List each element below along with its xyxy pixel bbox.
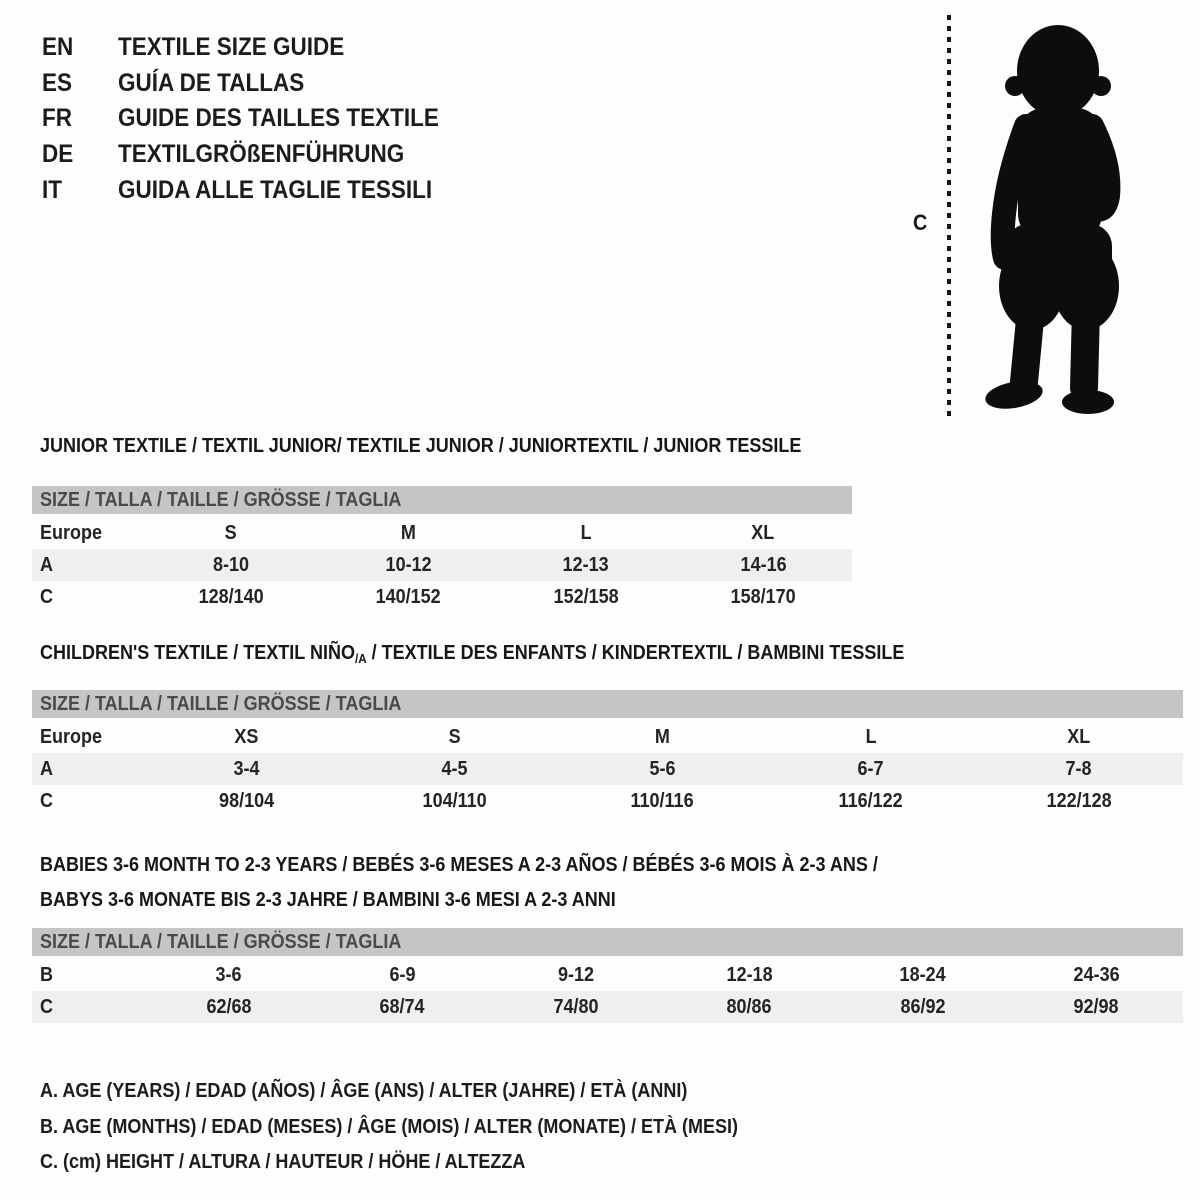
row-label: Europe <box>40 521 103 544</box>
junior-section-title: JUNIOR TEXTILE / TEXTIL JUNIOR/ TEXTILE JUNIOR / JUNIORTEXTIL / JUNIOR TESSILE <box>40 435 802 457</box>
babies-size-table <box>32 928 1183 1023</box>
size-cell: M <box>400 521 416 544</box>
babies-height-row <box>32 991 1183 1023</box>
size-cell: L <box>865 725 877 748</box>
legend-notes <box>40 1074 816 1181</box>
children-age-row <box>32 753 1183 785</box>
height-cell: 110/116 <box>630 789 695 812</box>
language-code: FR <box>42 104 72 133</box>
language-row-en <box>42 30 475 66</box>
size-cell: S <box>448 725 461 748</box>
babies-section-title-line2: BABYS 3-6 MONATE BIS 2-3 JAHRE / BAMBINI 3-6 MESI A 2-3 ANNI <box>40 889 616 911</box>
age-cell: 14-16 <box>740 553 787 576</box>
months-cell: 3-6 <box>215 963 242 986</box>
language-title-list <box>42 30 475 208</box>
row-label: C <box>40 789 54 812</box>
height-cell: 116/122 <box>838 789 903 812</box>
size-header-bar <box>32 928 1183 956</box>
months-cell: 18-24 <box>899 963 946 986</box>
age-cell: 12-13 <box>562 553 609 576</box>
height-cell: 80/86 <box>726 995 772 1018</box>
children-size-table <box>32 690 1183 817</box>
size-cell: S <box>224 521 237 544</box>
page-title-it: GUIDA ALLE TAGLIE TESSILI <box>118 175 433 204</box>
page-title-de: TEXTILGRÖßENFÜHRUNG <box>118 140 405 169</box>
height-cell: 86/92 <box>900 995 946 1018</box>
months-cell: 6-9 <box>389 963 416 986</box>
language-code: DE <box>42 140 74 169</box>
row-label: C <box>40 585 54 608</box>
height-cell: 104/110 <box>422 789 487 812</box>
babies-section-title-line1: BABIES 3-6 MONTH TO 2-3 YEARS / BEBÉS 3-6 MESES A 2-3 AÑOS / BÉBÉS 3-6 MOIS À 2-3 ANS / <box>40 854 878 876</box>
page-title: TEXTILE SIZE GUIDE <box>118 33 345 62</box>
age-cell: 5-6 <box>649 757 676 780</box>
height-cell: 92/98 <box>1073 995 1119 1018</box>
height-measure-dashed-line <box>947 15 951 416</box>
language-row-es <box>42 66 475 102</box>
months-cell: 9-12 <box>557 963 594 986</box>
age-cell: 10-12 <box>385 553 432 576</box>
size-header-label: SIZE / TALLA / TAILLE / GRÖSSE / TAGLIA <box>40 930 402 953</box>
height-cell: 122/128 <box>1046 789 1112 812</box>
size-cell: XL <box>1067 725 1091 748</box>
age-cell: 6-7 <box>857 757 884 780</box>
children-sizes-row <box>32 721 1183 753</box>
junior-size-table <box>32 486 852 613</box>
nino-a-subscript: /A <box>354 651 367 666</box>
junior-age-row <box>32 549 852 581</box>
height-measure-label: C <box>913 210 928 235</box>
row-label: C <box>40 995 54 1018</box>
size-header-label: SIZE / TALLA / TAILLE / GRÖSSE / TAGLIA <box>40 692 402 715</box>
row-label: A <box>40 553 54 576</box>
row-label: Europe <box>40 725 103 748</box>
height-cell: 128/140 <box>198 585 264 608</box>
height-cell: 152/158 <box>553 585 619 608</box>
height-cell: 62/68 <box>206 995 252 1018</box>
months-cell: 24-36 <box>1073 963 1120 986</box>
junior-height-row <box>32 581 852 613</box>
language-row-fr <box>42 101 475 137</box>
height-cell: 74/80 <box>553 995 599 1018</box>
size-cell: M <box>655 725 671 748</box>
age-cell: 8-10 <box>212 553 249 576</box>
size-header-bar <box>32 486 852 514</box>
junior-sizes-row <box>32 517 852 549</box>
legend-note-a: A. AGE (YEARS) / EDAD (AÑOS) / ÂGE (ANS) / ALTER (JAHRE) / ETÀ (ANNI) <box>40 1080 688 1103</box>
legend-note-b: B. AGE (MONTHS) / EDAD (MESES) / ÂGE (MOIS) / ALTER (MONATE) / ETÀ (MESI) <box>40 1115 738 1138</box>
height-cell: 68/74 <box>379 995 425 1018</box>
page-title-fr: GUIDE DES TAILLES TEXTILE <box>118 104 439 133</box>
size-header-label: SIZE / TALLA / TAILLE / GRÖSSE / TAGLIA <box>40 488 402 511</box>
language-code: EN <box>42 33 74 62</box>
size-cell: XL <box>751 521 775 544</box>
height-cell: 98/104 <box>218 789 274 812</box>
children-section-title: CHILDREN'S TEXTILE / TEXTIL $NIÑO_{/A}$ / TEXTILE DES ENFANTS / KINDERTEXTIL / BAMBINI TESSILE <box>40 642 905 666</box>
language-row-it <box>42 172 475 208</box>
age-cell: 4-5 <box>441 757 468 780</box>
toddler-silhouette-icon <box>958 14 1148 414</box>
age-cell: 7-8 <box>1065 757 1092 780</box>
age-cell: 3-4 <box>233 757 260 780</box>
height-cell: 140/152 <box>375 585 441 608</box>
size-header-bar <box>32 690 1183 718</box>
size-cell: L <box>580 521 592 544</box>
legend-note-c: C. (cm) HEIGHT / ALTURA / HAUTEUR / HÖHE / ALTEZZA <box>40 1151 526 1174</box>
language-code: IT <box>42 175 62 204</box>
size-cell: XS <box>234 725 259 748</box>
page-title-es: GUÍA DE TALLAS <box>118 68 305 97</box>
children-height-row <box>32 785 1183 817</box>
height-cell: 158/170 <box>730 585 796 608</box>
babies-months-row <box>32 959 1183 991</box>
row-label: A <box>40 757 54 780</box>
language-row-de <box>42 137 475 173</box>
months-cell: 12-18 <box>726 963 773 986</box>
row-label: B <box>40 963 54 986</box>
language-code: ES <box>42 68 73 97</box>
